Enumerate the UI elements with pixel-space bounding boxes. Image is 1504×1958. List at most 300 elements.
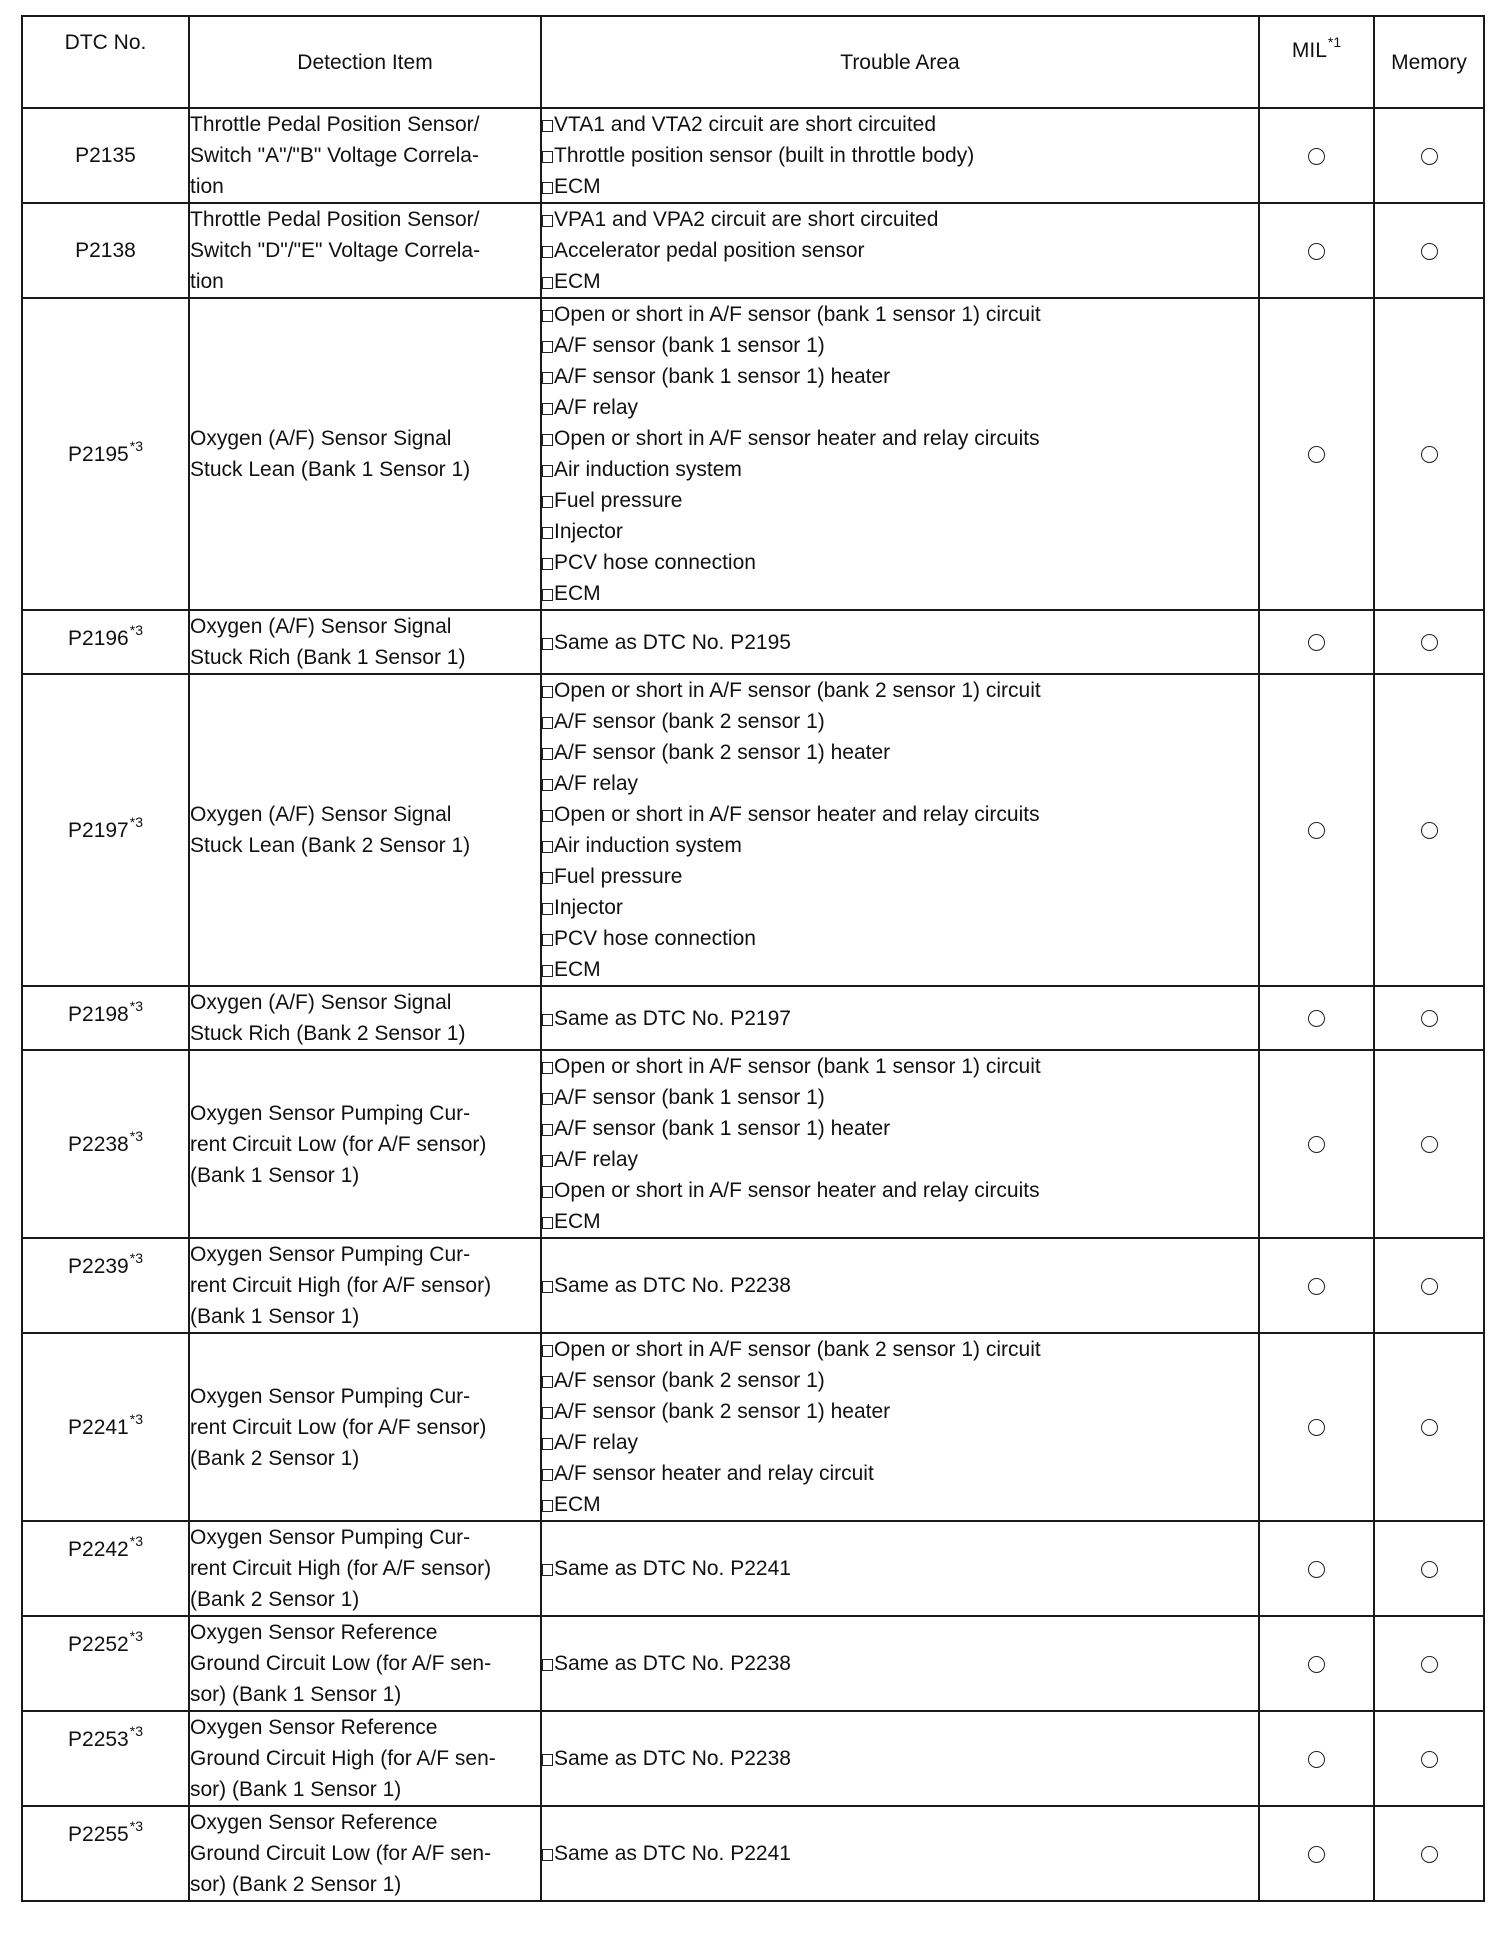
trouble-area-text: PCV hose connection (554, 551, 756, 574)
checkbox-icon (542, 1407, 553, 1419)
trouble-area-item (542, 861, 1258, 892)
detection-item-cell (189, 1521, 541, 1616)
trouble-area-item (542, 516, 1258, 547)
trouble-area-text: Throttle position sensor (built in throttle body) (554, 144, 975, 167)
trouble-area-cell (541, 203, 1259, 298)
checkbox-icon (542, 872, 553, 884)
dtc-footnote: *3 (129, 998, 143, 1014)
circle-icon (1421, 1656, 1438, 1673)
checkbox-icon (542, 810, 553, 822)
trouble-area-item (542, 1051, 1258, 1082)
trouble-area-text: Open or short in A/F sensor heater and relay circuits (554, 427, 1040, 450)
detection-item-line: Switch "D"/"E" Voltage Correla- (190, 239, 481, 262)
trouble-area-item (542, 830, 1258, 861)
trouble-area-item (542, 1489, 1258, 1520)
dtc-number-cell (22, 1616, 189, 1711)
trouble-area-cell (541, 108, 1259, 203)
trouble-area-item (542, 423, 1258, 454)
memory-cell (1374, 1050, 1484, 1238)
mil-cell (1259, 1711, 1374, 1806)
circle-icon (1421, 1278, 1438, 1295)
detection-item-line: Oxygen (A/F) Sensor Signal (190, 991, 452, 1014)
trouble-area-text: Same as DTC No. P2241 (554, 1557, 791, 1580)
table-row (22, 986, 1484, 1050)
mil-cell (1259, 610, 1374, 674)
dtc-number-cell (22, 610, 189, 674)
table-row (22, 1616, 1484, 1711)
detection-item-line: rent Circuit High (for A/F sensor) (190, 1557, 492, 1580)
checkbox-icon (542, 1155, 553, 1167)
trouble-area-text: A/F relay (554, 396, 639, 419)
mil-cell (1259, 674, 1374, 986)
header-mil-label: MIL (1291, 39, 1327, 62)
trouble-area-text: Open or short in A/F sensor (bank 2 sensor 1) circuit (554, 1338, 1041, 1361)
trouble-area-item (542, 485, 1258, 516)
dtc-table (21, 15, 1485, 1902)
dtc-code: P2239 (68, 1255, 129, 1278)
trouble-area-text: Open or short in A/F sensor (bank 1 sensor 1) circuit (554, 1055, 1041, 1078)
dtc-footnote: *3 (129, 1250, 143, 1266)
trouble-area-text: Same as DTC No. P2238 (554, 1274, 791, 1297)
detection-item-cell (189, 610, 541, 674)
dtc-footnote: *3 (129, 1628, 143, 1644)
circle-icon (1421, 148, 1438, 165)
trouble-area-item (542, 737, 1258, 768)
dtc-footnote: *3 (129, 437, 143, 454)
header-memory: Memory (1374, 16, 1484, 108)
dtc-code: P2255 (68, 1823, 129, 1846)
mil-cell (1259, 1050, 1374, 1238)
checkbox-icon (542, 215, 553, 227)
memory-cell (1374, 203, 1484, 298)
trouble-area-item (542, 547, 1258, 578)
detection-item-line: tion (190, 175, 224, 198)
memory-cell (1374, 1238, 1484, 1333)
trouble-area-item (542, 1743, 1258, 1774)
checkbox-icon (542, 903, 553, 915)
dtc-number-cell (22, 1333, 189, 1521)
circle-icon (1308, 1419, 1325, 1436)
trouble-area-text: A/F sensor (bank 2 sensor 1) heater (554, 741, 891, 764)
circle-icon (1421, 1419, 1438, 1436)
checkbox-icon (542, 151, 553, 163)
header-dtc-no: DTC No. (22, 16, 189, 108)
circle-icon (1421, 1561, 1438, 1578)
detection-item-cell (189, 1333, 541, 1521)
trouble-area-cell (541, 610, 1259, 674)
checkbox-icon (542, 779, 553, 791)
dtc-footnote: *3 (129, 813, 143, 830)
checkbox-icon (542, 1469, 553, 1481)
checkbox-icon (542, 589, 553, 601)
checkbox-icon (542, 246, 553, 258)
detection-item-cell (189, 1616, 541, 1711)
trouble-area-item (542, 171, 1258, 202)
trouble-area-item (542, 1270, 1258, 1301)
circle-icon (1308, 1846, 1325, 1863)
detection-item-line: sor) (Bank 1 Sensor 1) (190, 1683, 402, 1706)
trouble-area-text: Same as DTC No. P2238 (554, 1652, 791, 1675)
checkbox-icon (542, 748, 553, 760)
trouble-area-item (542, 204, 1258, 235)
trouble-area-text: PCV hose connection (554, 927, 756, 950)
table-row (22, 1521, 1484, 1616)
trouble-area-item (542, 330, 1258, 361)
trouble-area-cell (541, 674, 1259, 986)
trouble-area-text: Air induction system (554, 458, 742, 481)
trouble-area-text: Fuel pressure (554, 489, 683, 512)
trouble-area-item (542, 578, 1258, 609)
trouble-area-text: ECM (554, 1210, 601, 1233)
circle-icon (1308, 446, 1325, 463)
detection-item-line: (Bank 2 Sensor 1) (190, 1446, 360, 1470)
dtc-footnote: *3 (129, 1410, 143, 1427)
checkbox-icon (542, 277, 553, 289)
detection-item-line: Stuck Lean (Bank 2 Sensor 1) (190, 834, 471, 857)
trouble-area-text: Same as DTC No. P2197 (554, 1006, 791, 1030)
checkbox-icon (542, 1281, 553, 1293)
trouble-area-text: Open or short in A/F sensor heater and relay circuits (554, 1179, 1040, 1202)
checkbox-icon (542, 1564, 553, 1576)
checkbox-icon (542, 182, 553, 194)
dtc-footnote: *3 (129, 622, 143, 638)
dtc-table-body (22, 108, 1484, 1901)
trouble-area-cell (541, 1806, 1259, 1901)
dtc-number-cell (22, 674, 189, 986)
memory-cell (1374, 1521, 1484, 1616)
detection-item-line: (Bank 1 Sensor 1) (190, 1305, 360, 1328)
dtc-footnote: *3 (129, 1533, 143, 1549)
memory-cell (1374, 1806, 1484, 1901)
mil-cell (1259, 1521, 1374, 1616)
trouble-area-item (542, 1334, 1258, 1365)
trouble-area-item (542, 923, 1258, 954)
mil-cell (1259, 108, 1374, 203)
memory-cell (1374, 1333, 1484, 1521)
table-row (22, 1238, 1484, 1333)
trouble-area-cell (541, 1521, 1259, 1616)
detection-item-line: sor) (Bank 2 Sensor 1) (190, 1873, 402, 1896)
checkbox-icon (542, 120, 553, 132)
mil-cell (1259, 1616, 1374, 1711)
memory-cell (1374, 1616, 1484, 1711)
trouble-area-text: ECM (554, 958, 601, 981)
detection-item-line: Oxygen (A/F) Sensor Signal (190, 427, 452, 450)
detection-item-line: Ground Circuit Low (for A/F sen- (190, 1842, 492, 1865)
dtc-code: P2198 (68, 1003, 129, 1026)
detection-item-line: (Bank 2 Sensor 1) (190, 1588, 360, 1611)
trouble-area-text: Open or short in A/F sensor (bank 1 sensor 1) circuit (554, 303, 1041, 326)
circle-icon (1421, 243, 1438, 260)
circle-icon (1308, 1136, 1325, 1153)
dtc-number-cell (22, 108, 189, 203)
trouble-area-text: Open or short in A/F sensor (bank 2 sensor 1) circuit (554, 679, 1041, 702)
detection-item-cell (189, 203, 541, 298)
trouble-area-cell (541, 1050, 1259, 1238)
checkbox-icon (542, 1186, 553, 1198)
checkbox-icon (542, 558, 553, 570)
trouble-area-item (542, 299, 1258, 330)
dtc-code: P2242 (68, 1538, 129, 1561)
circle-icon (1421, 1136, 1438, 1153)
trouble-area-text: A/F relay (554, 1148, 639, 1171)
trouble-area-text: A/F sensor (bank 1 sensor 1) (554, 334, 825, 357)
table-row (22, 203, 1484, 298)
dtc-number-cell (22, 298, 189, 610)
trouble-area-text: Same as DTC No. P2238 (554, 1747, 791, 1770)
detection-item-cell (189, 1238, 541, 1333)
circle-icon (1308, 243, 1325, 260)
detection-item-line: Stuck Rich (Bank 2 Sensor 1) (190, 1022, 466, 1045)
trouble-area-text: VTA1 and VTA2 circuit are short circuited (554, 113, 937, 136)
detection-item-line: Throttle Pedal Position Sensor/ (190, 208, 480, 231)
header-mil (1259, 16, 1374, 108)
trouble-area-cell (541, 1616, 1259, 1711)
trouble-area-item (542, 109, 1258, 140)
detection-item-cell (189, 298, 541, 610)
detection-item-line: Oxygen Sensor Reference (190, 1811, 438, 1834)
trouble-area-item (542, 1553, 1258, 1584)
trouble-area-text: A/F sensor (bank 1 sensor 1) heater (554, 365, 891, 388)
trouble-area-item (542, 1113, 1258, 1144)
trouble-area-item (542, 1082, 1258, 1113)
checkbox-icon (542, 403, 553, 415)
trouble-area-item (542, 1003, 1258, 1034)
detection-item-line: sor) (Bank 1 Sensor 1) (190, 1778, 402, 1801)
trouble-area-text: Injector (554, 896, 623, 919)
checkbox-icon (542, 934, 553, 946)
trouble-area-text: A/F sensor (bank 1 sensor 1) heater (554, 1117, 891, 1140)
dtc-footnote: *3 (129, 1723, 143, 1739)
trouble-area-item (542, 627, 1258, 658)
dtc-code: P2253 (68, 1728, 129, 1751)
mil-cell (1259, 203, 1374, 298)
dtc-footnote: *3 (129, 1818, 143, 1834)
detection-item-line: Throttle Pedal Position Sensor/ (190, 113, 480, 136)
table-header-row (22, 16, 1484, 108)
circle-icon (1308, 1278, 1325, 1295)
detection-item-cell (189, 674, 541, 986)
detection-item-line: Oxygen Sensor Reference (190, 1716, 438, 1739)
table-row (22, 674, 1484, 986)
trouble-area-text: A/F relay (554, 772, 639, 795)
checkbox-icon (542, 1659, 553, 1671)
memory-cell (1374, 610, 1484, 674)
table-row (22, 1050, 1484, 1238)
mil-cell (1259, 1238, 1374, 1333)
checkbox-icon (542, 1345, 553, 1357)
trouble-area-text: Accelerator pedal position sensor (554, 239, 865, 262)
dtc-number-cell (22, 1050, 189, 1238)
detection-item-line: Ground Circuit High (for A/F sen- (190, 1747, 496, 1770)
header-detection-item: Detection Item (189, 16, 541, 108)
trouble-area-item (542, 706, 1258, 737)
detection-item-line: tion (190, 270, 224, 293)
trouble-area-text: ECM (554, 175, 601, 198)
memory-cell (1374, 1711, 1484, 1806)
trouble-area-item (542, 954, 1258, 985)
header-trouble-area: Trouble Area (541, 16, 1259, 108)
dtc-code: P2238 (68, 1132, 129, 1156)
detection-item-line: (Bank 1 Sensor 1) (190, 1163, 360, 1187)
detection-item-line: Ground Circuit Low (for A/F sen- (190, 1652, 492, 1675)
dtc-number-cell (22, 1806, 189, 1901)
trouble-area-item (542, 1365, 1258, 1396)
trouble-area-text: A/F sensor (bank 1 sensor 1) (554, 1086, 825, 1109)
circle-icon (1308, 148, 1325, 165)
trouble-area-text: ECM (554, 582, 601, 605)
trouble-area-text: Air induction system (554, 834, 742, 857)
memory-cell (1374, 108, 1484, 203)
checkbox-icon (542, 372, 553, 384)
trouble-area-cell (541, 298, 1259, 610)
detection-item-line: Oxygen (A/F) Sensor Signal (190, 803, 452, 826)
detection-item-line: Stuck Rich (Bank 1 Sensor 1) (190, 646, 466, 669)
mil-cell (1259, 1806, 1374, 1901)
dtc-code: P2252 (68, 1633, 129, 1656)
trouble-area-text: ECM (554, 1493, 601, 1516)
checkbox-icon (542, 1754, 553, 1766)
dtc-number-cell (22, 1711, 189, 1806)
table-row (22, 1806, 1484, 1901)
mil-cell (1259, 1333, 1374, 1521)
trouble-area-text: ECM (554, 270, 601, 293)
checkbox-icon (542, 1500, 553, 1512)
mil-cell (1259, 986, 1374, 1050)
checkbox-icon (542, 434, 553, 446)
trouble-area-item (542, 361, 1258, 392)
trouble-area-text: A/F relay (554, 1431, 639, 1454)
trouble-area-text: VPA1 and VPA2 circuit are short circuited (554, 208, 939, 231)
checkbox-icon (542, 1062, 553, 1074)
trouble-area-text: A/F sensor (bank 2 sensor 1) (554, 1369, 825, 1392)
checkbox-icon (542, 686, 553, 698)
trouble-area-item (542, 1427, 1258, 1458)
checkbox-icon (542, 1014, 553, 1026)
dtc-code: P2196 (68, 627, 129, 650)
circle-icon (1421, 1751, 1438, 1768)
detection-item-cell (189, 1806, 541, 1901)
trouble-area-text: A/F sensor (bank 2 sensor 1) (554, 710, 825, 733)
dtc-number-cell (22, 1521, 189, 1616)
checkbox-icon (542, 1217, 553, 1229)
checkbox-icon (542, 496, 553, 508)
dtc-code: P2195 (68, 442, 129, 466)
trouble-area-item (542, 454, 1258, 485)
memory-cell (1374, 986, 1484, 1050)
trouble-area-item (542, 675, 1258, 706)
checkbox-icon (542, 465, 553, 477)
trouble-area-text: A/F sensor (bank 2 sensor 1) heater (554, 1400, 891, 1423)
checkbox-icon (542, 1438, 553, 1450)
trouble-area-text: A/F sensor heater and relay circuit (554, 1462, 874, 1485)
detection-item-line: Oxygen Sensor Pumping Cur- (190, 1384, 471, 1408)
dtc-number-cell (22, 203, 189, 298)
table-row (22, 298, 1484, 610)
trouble-area-cell (541, 986, 1259, 1050)
detection-item-line: Oxygen Sensor Pumping Cur- (190, 1526, 471, 1549)
checkbox-icon (542, 965, 553, 977)
circle-icon (1308, 1656, 1325, 1673)
detection-item-cell (189, 986, 541, 1050)
trouble-area-item (542, 235, 1258, 266)
detection-item-line: Oxygen Sensor Pumping Cur- (190, 1243, 471, 1266)
checkbox-icon (542, 638, 553, 650)
checkbox-icon (542, 310, 553, 322)
trouble-area-item (542, 1396, 1258, 1427)
trouble-area-text: Open or short in A/F sensor heater and relay circuits (554, 803, 1040, 826)
table-row (22, 1333, 1484, 1521)
circle-icon (1421, 1010, 1438, 1027)
trouble-area-item (542, 266, 1258, 297)
trouble-area-item (542, 1175, 1258, 1206)
detection-item-cell (189, 1050, 541, 1238)
checkbox-icon (542, 841, 553, 853)
trouble-area-cell (541, 1333, 1259, 1521)
circle-icon (1421, 634, 1438, 651)
detection-item-cell (189, 1711, 541, 1806)
trouble-area-text: Injector (554, 520, 623, 543)
circle-icon (1421, 822, 1438, 839)
mil-cell (1259, 298, 1374, 610)
circle-icon (1308, 1561, 1325, 1578)
detection-item-line: rent Circuit Low (for A/F sensor) (190, 1415, 487, 1439)
dtc-number-cell (22, 986, 189, 1050)
trouble-area-item (542, 1206, 1258, 1237)
header-mil-footnote: *1 (1327, 34, 1342, 50)
detection-item-line: Oxygen (A/F) Sensor Signal (190, 615, 452, 638)
circle-icon (1421, 1846, 1438, 1863)
table-row (22, 610, 1484, 674)
table-row (22, 108, 1484, 203)
trouble-area-text: Same as DTC No. P2195 (554, 630, 791, 654)
detection-item-line: Stuck Lean (Bank 1 Sensor 1) (190, 458, 471, 481)
dtc-footnote: *3 (129, 1127, 143, 1144)
memory-cell (1374, 298, 1484, 610)
trouble-area-item (542, 799, 1258, 830)
trouble-area-item (542, 768, 1258, 799)
dtc-code: P2135 (75, 144, 136, 167)
dtc-number-cell (22, 1238, 189, 1333)
checkbox-icon (542, 717, 553, 729)
table-row (22, 1711, 1484, 1806)
trouble-area-item (542, 1458, 1258, 1489)
checkbox-icon (542, 341, 553, 353)
checkbox-icon (542, 1124, 553, 1136)
checkbox-icon (542, 527, 553, 539)
checkbox-icon (542, 1849, 553, 1861)
detection-item-line: Oxygen Sensor Pumping Cur- (190, 1101, 471, 1125)
trouble-area-item (542, 1144, 1258, 1175)
dtc-code: P2138 (75, 239, 136, 262)
circle-icon (1421, 446, 1438, 463)
detection-item-line: rent Circuit Low (for A/F sensor) (190, 1132, 487, 1156)
dtc-code: P2197 (68, 818, 129, 842)
detection-item-line: rent Circuit High (for A/F sensor) (190, 1274, 492, 1297)
circle-icon (1308, 634, 1325, 651)
memory-cell (1374, 674, 1484, 986)
trouble-area-text: Same as DTC No. P2241 (554, 1842, 791, 1865)
trouble-area-item (542, 892, 1258, 923)
checkbox-icon (542, 1093, 553, 1105)
trouble-area-item (542, 1838, 1258, 1869)
trouble-area-item (542, 392, 1258, 423)
detection-item-line: Oxygen Sensor Reference (190, 1621, 438, 1644)
circle-icon (1308, 1010, 1325, 1027)
detection-item-cell (189, 108, 541, 203)
dtc-code: P2241 (68, 1415, 129, 1439)
trouble-area-cell (541, 1711, 1259, 1806)
